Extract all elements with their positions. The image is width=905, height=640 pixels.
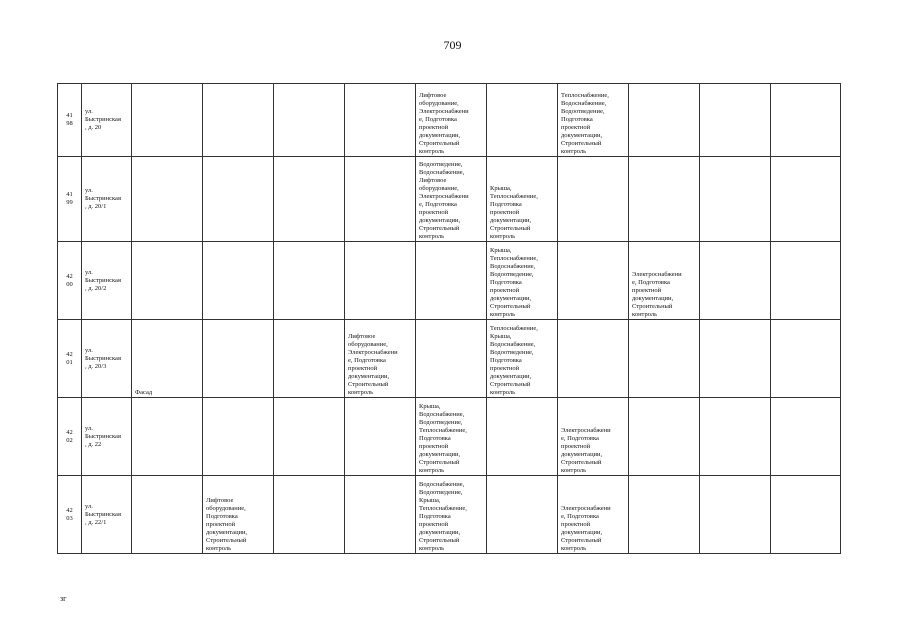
table-cell	[345, 398, 416, 476]
table-cell	[132, 398, 203, 476]
table-cell	[558, 320, 629, 398]
table-cell: Теплоснабжение, Водоснабжение, Водоотведение, Подготовка проектной документации, Строительный контроль	[558, 84, 629, 157]
table-cell	[487, 476, 558, 554]
table-cell: Электроснабжени е, Подготовка проектной документации, Строительный контроль	[629, 242, 700, 320]
table-cell	[629, 476, 700, 554]
table-cell	[416, 242, 487, 320]
table-cell	[700, 476, 771, 554]
table-cell	[274, 84, 345, 157]
table-cell	[700, 242, 771, 320]
table-cell	[487, 398, 558, 476]
page-number: 709	[443, 38, 462, 52]
table-cell	[274, 242, 345, 320]
table-cell	[629, 320, 700, 398]
table-cell	[345, 157, 416, 242]
address-cell: ул. Быстринская , д. 20/1	[82, 157, 132, 242]
table-cell	[771, 320, 841, 398]
table-cell	[203, 84, 274, 157]
table-cell: Крыша, Водоснабжение, Водоотведение, Теплоснабжение, Подготовка проектной документации, Строительный контроль	[416, 398, 487, 476]
address-cell: ул. Быстринская , д. 22	[82, 398, 132, 476]
table-cell	[700, 157, 771, 242]
table-cell	[132, 476, 203, 554]
table-cell	[700, 398, 771, 476]
address-cell: ул. Быстринская , д. 20/2	[82, 242, 132, 320]
table-cell	[274, 398, 345, 476]
table-cell	[771, 157, 841, 242]
footer-mark: зг	[60, 594, 67, 603]
row-number: 42 03	[58, 476, 82, 554]
row-number: 41 99	[58, 157, 82, 242]
table-cell	[203, 398, 274, 476]
works-table	[57, 83, 841, 554]
table-cell	[203, 320, 274, 398]
table-cell: Теплоснабжение, Крыша, Водоснабжение, Водоотведение, Подготовка проектной документации, Строительный контроль	[487, 320, 558, 398]
table-row	[58, 84, 841, 157]
table-cell	[771, 242, 841, 320]
table-cell: Лифтовое оборудование, Электроснабжени е, Подготовка проектной документации, Строительный контроль	[416, 84, 487, 157]
table-cell	[416, 320, 487, 398]
table-cell: Электроснабжени е, Подготовка проектной документации, Строительный контроль	[558, 476, 629, 554]
table-cell	[700, 84, 771, 157]
table-cell	[132, 84, 203, 157]
table-cell	[345, 84, 416, 157]
table-cell	[274, 157, 345, 242]
row-number: 42 01	[58, 320, 82, 398]
table-cell	[345, 242, 416, 320]
table-cell	[558, 242, 629, 320]
table-cell	[132, 242, 203, 320]
table-cell: Крыша, Теплоснабжение, Подготовка проектной документации, Строительный контроль	[487, 157, 558, 242]
table-cell	[274, 476, 345, 554]
row-number: 42 00	[58, 242, 82, 320]
table-cell	[771, 398, 841, 476]
table-row	[58, 320, 841, 398]
table-cell	[629, 398, 700, 476]
table-row	[58, 476, 841, 554]
table-row	[58, 157, 841, 242]
table-cell: Водоснабжение, Водоотведение, Крыша, Теплоснабжение, Подготовка проектной документации, Строительный контроль	[416, 476, 487, 554]
table-row	[58, 242, 841, 320]
table-cell	[700, 320, 771, 398]
table-cell	[771, 476, 841, 554]
table-cell: Крыша, Теплоснабжение, Водоснабжение, Водоотведение, Подготовка проектной документации, Строительный контроль	[487, 242, 558, 320]
table-cell	[203, 242, 274, 320]
table-cell: Фасад	[132, 320, 203, 398]
table-cell	[132, 157, 203, 242]
table-cell	[345, 476, 416, 554]
table-cell	[629, 157, 700, 242]
address-cell: ул. Быстринская , д. 22/1	[82, 476, 132, 554]
table-cell: Водоотведение, Водоснабжение, Лифтовое оборудование, Электроснабжени е, Подготовка проектной документации, Строительный контроль	[416, 157, 487, 242]
table-row	[58, 398, 841, 476]
row-number: 41 98	[58, 84, 82, 157]
table-cell	[558, 157, 629, 242]
address-cell: ул. Быстринская , д. 20/3	[82, 320, 132, 398]
table-cell	[487, 84, 558, 157]
table-cell: Электроснабжени е, Подготовка проектной документации, Строительный контроль	[558, 398, 629, 476]
table-cell	[771, 84, 841, 157]
table-cell	[629, 84, 700, 157]
table-cell: Лифтовое оборудование, Подготовка проектной документации, Строительный контроль	[203, 476, 274, 554]
table-cell	[274, 320, 345, 398]
table-cell	[203, 157, 274, 242]
row-number: 42 02	[58, 398, 82, 476]
address-cell: ул. Быстринская , д. 20	[82, 84, 132, 157]
table-cell: Лифтовое оборудование, Электроснабжени е, Подготовка проектной документации, Строительный контроль	[345, 320, 416, 398]
